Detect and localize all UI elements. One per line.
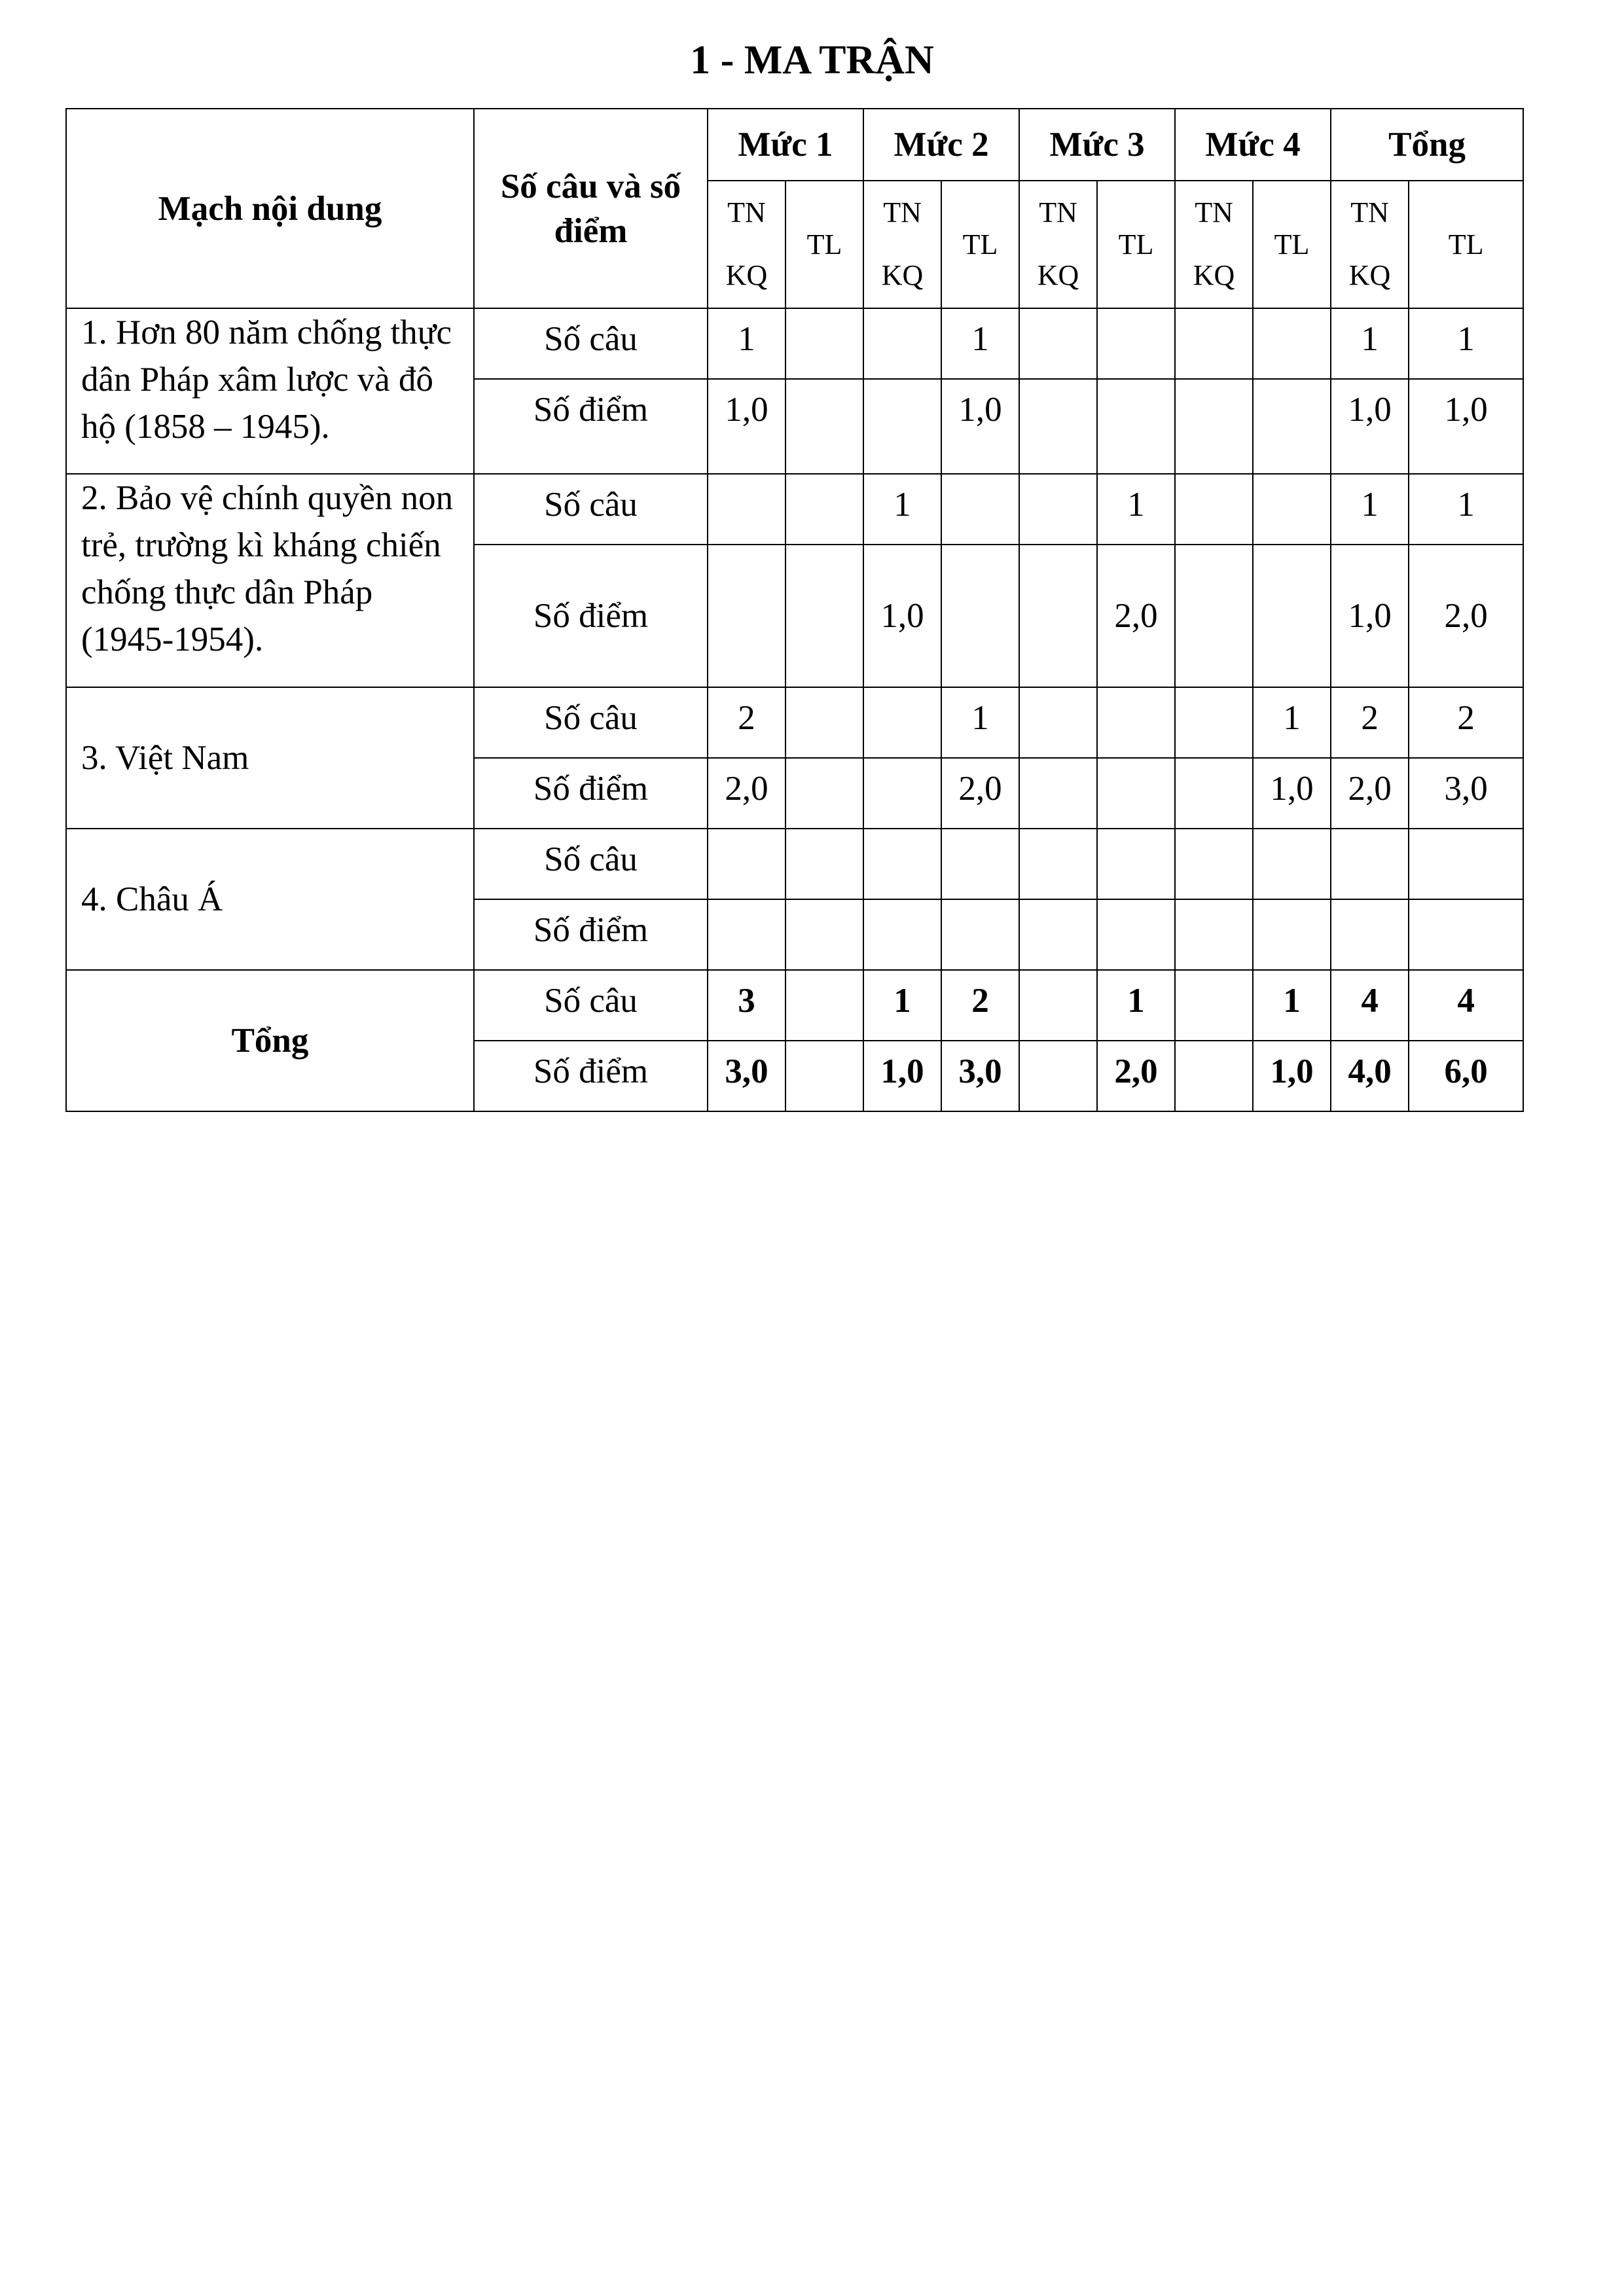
count-cell	[1097, 308, 1175, 379]
points-cell	[1019, 545, 1097, 687]
total-count-cell: 1	[1253, 970, 1331, 1041]
header-level-1: Mức 1	[708, 109, 863, 181]
count-cell	[708, 474, 785, 545]
points-cell	[1253, 379, 1331, 474]
total-count-cell	[785, 970, 863, 1041]
points-cell	[1175, 899, 1253, 970]
points-cell	[1175, 758, 1253, 829]
total-count-cell	[1019, 970, 1097, 1041]
table-row	[66, 308, 1523, 379]
total-points-cell	[1175, 1041, 1253, 1111]
metric-label-count: Số câu	[474, 829, 708, 899]
count-cell: 1	[1409, 308, 1523, 379]
count-cell: 2	[708, 687, 785, 758]
count-cell: 1	[863, 474, 941, 545]
total-points-cell	[1019, 1041, 1097, 1111]
header-type-tnkq: TN KQ	[708, 181, 785, 308]
points-cell: 1,0	[863, 545, 941, 687]
table-row	[66, 687, 1523, 758]
points-cell	[1253, 545, 1331, 687]
count-cell: 1	[1097, 474, 1175, 545]
points-cell	[1019, 758, 1097, 829]
points-cell	[708, 899, 785, 970]
points-cell	[785, 758, 863, 829]
points-cell	[785, 379, 863, 474]
header-type-tnkq: TN KQ	[1175, 181, 1253, 308]
points-cell: 1,0	[1253, 758, 1331, 829]
count-cell	[1097, 829, 1175, 899]
count-cell: 1	[1253, 687, 1331, 758]
total-count-cell: 4	[1331, 970, 1409, 1041]
count-cell	[941, 829, 1019, 899]
total-label: Tổng	[66, 970, 474, 1111]
header-level-total: Tổng	[1331, 109, 1523, 181]
header-type-tl: TL	[1409, 181, 1523, 308]
metric-label-count: Số câu	[474, 308, 708, 379]
count-cell	[941, 474, 1019, 545]
header-type-tl: TL	[1097, 181, 1175, 308]
total-points-cell: 4,0	[1331, 1041, 1409, 1111]
total-count-cell: 1	[863, 970, 941, 1041]
count-cell	[1175, 308, 1253, 379]
metric-label-points: Số điểm	[474, 899, 708, 970]
count-cell: 2	[1331, 687, 1409, 758]
count-cell	[785, 308, 863, 379]
metric-label-points: Số điểm	[474, 379, 708, 474]
points-cell	[941, 899, 1019, 970]
points-cell	[941, 545, 1019, 687]
total-points-cell	[785, 1041, 863, 1111]
count-cell: 1	[1409, 474, 1523, 545]
count-cell	[1019, 687, 1097, 758]
header-type-tnkq: TN KQ	[1331, 181, 1409, 308]
count-cell: 1	[1331, 308, 1409, 379]
assessment-matrix-table	[65, 108, 1524, 1112]
points-cell	[1097, 758, 1175, 829]
count-cell	[785, 829, 863, 899]
points-cell: 1,0	[708, 379, 785, 474]
header-content-column: Mạch nội dung	[66, 109, 474, 308]
total-points-cell: 1,0	[863, 1041, 941, 1111]
count-cell	[863, 687, 941, 758]
total-row	[66, 970, 1523, 1041]
points-cell	[1409, 899, 1523, 970]
points-cell: 2,0	[1097, 545, 1175, 687]
count-cell	[1019, 308, 1097, 379]
count-cell	[1175, 474, 1253, 545]
count-cell	[1253, 474, 1331, 545]
count-cell	[785, 687, 863, 758]
total-count-cell: 2	[941, 970, 1019, 1041]
count-cell	[1331, 829, 1409, 899]
points-cell: 1,0	[941, 379, 1019, 474]
count-cell	[1409, 829, 1523, 899]
count-cell: 2	[1409, 687, 1523, 758]
count-cell: 1	[1331, 474, 1409, 545]
points-cell: 2,0	[941, 758, 1019, 829]
content-cell: 4. Châu Á	[66, 829, 474, 970]
total-count-cell	[1175, 970, 1253, 1041]
points-cell: 2,0	[708, 758, 785, 829]
header-level-3: Mức 3	[1019, 109, 1175, 181]
points-cell: 2,0	[1409, 545, 1523, 687]
points-cell	[1019, 899, 1097, 970]
count-cell	[1175, 687, 1253, 758]
points-cell	[1331, 899, 1409, 970]
header-type-tl: TL	[941, 181, 1019, 308]
total-points-cell: 3,0	[708, 1041, 785, 1111]
count-cell	[785, 474, 863, 545]
count-cell: 1	[941, 308, 1019, 379]
count-cell: 1	[941, 687, 1019, 758]
points-cell: 1,0	[1409, 379, 1523, 474]
metric-label-count: Số câu	[474, 687, 708, 758]
count-cell	[1019, 474, 1097, 545]
total-count-cell: 3	[708, 970, 785, 1041]
total-points-cell: 6,0	[1409, 1041, 1523, 1111]
points-cell	[1253, 899, 1331, 970]
metric-label-count: Số câu	[474, 970, 708, 1041]
header-level-2: Mức 2	[863, 109, 1019, 181]
header-type-tnkq: TN KQ	[1019, 181, 1097, 308]
points-cell	[1175, 379, 1253, 474]
content-cell: 2. Bảo vệ chính quyền non trẻ, trường kì kháng chiến chống thực dân Pháp (1945-1954).	[66, 474, 474, 687]
points-cell: 1,0	[1331, 379, 1409, 474]
metric-label-points: Số điểm	[474, 1041, 708, 1111]
count-cell	[1019, 829, 1097, 899]
points-cell: 1,0	[1331, 545, 1409, 687]
points-cell	[1019, 379, 1097, 474]
points-cell	[785, 545, 863, 687]
total-count-cell: 1	[1097, 970, 1175, 1041]
metric-label-points: Số điểm	[474, 758, 708, 829]
points-cell	[863, 379, 941, 474]
count-cell	[1253, 829, 1331, 899]
points-cell	[1097, 899, 1175, 970]
metric-label-points: Số điểm	[474, 545, 708, 687]
count-cell	[1175, 829, 1253, 899]
count-cell: 1	[708, 308, 785, 379]
total-points-cell: 2,0	[1097, 1041, 1175, 1111]
points-cell	[1097, 379, 1175, 474]
count-cell	[1097, 687, 1175, 758]
points-cell	[708, 545, 785, 687]
header-type-tl: TL	[1253, 181, 1331, 308]
points-cell	[863, 899, 941, 970]
table-row	[66, 474, 1523, 545]
points-cell: 2,0	[1331, 758, 1409, 829]
page-title: 1 - MA TRẬN	[690, 38, 934, 82]
content-cell: 3. Việt Nam	[66, 687, 474, 829]
table-row	[66, 829, 1523, 899]
count-cell	[1253, 308, 1331, 379]
count-cell	[708, 829, 785, 899]
points-cell	[785, 899, 863, 970]
header-type-tnkq: TN KQ	[863, 181, 941, 308]
total-points-cell: 3,0	[941, 1041, 1019, 1111]
points-cell	[863, 758, 941, 829]
points-cell: 3,0	[1409, 758, 1523, 829]
total-points-cell: 1,0	[1253, 1041, 1331, 1111]
total-count-cell: 4	[1409, 970, 1523, 1041]
header-metric-column: Số câu và số điểm	[474, 109, 708, 308]
metric-label-count: Số câu	[474, 474, 708, 545]
count-cell	[863, 829, 941, 899]
content-cell: 1. Hơn 80 năm chống thực dân Pháp xâm lược và đô hộ (1858 – 1945).	[66, 308, 474, 474]
count-cell	[863, 308, 941, 379]
points-cell	[1175, 545, 1253, 687]
header-type-tl: TL	[785, 181, 863, 308]
header-level-4: Mức 4	[1175, 109, 1331, 181]
